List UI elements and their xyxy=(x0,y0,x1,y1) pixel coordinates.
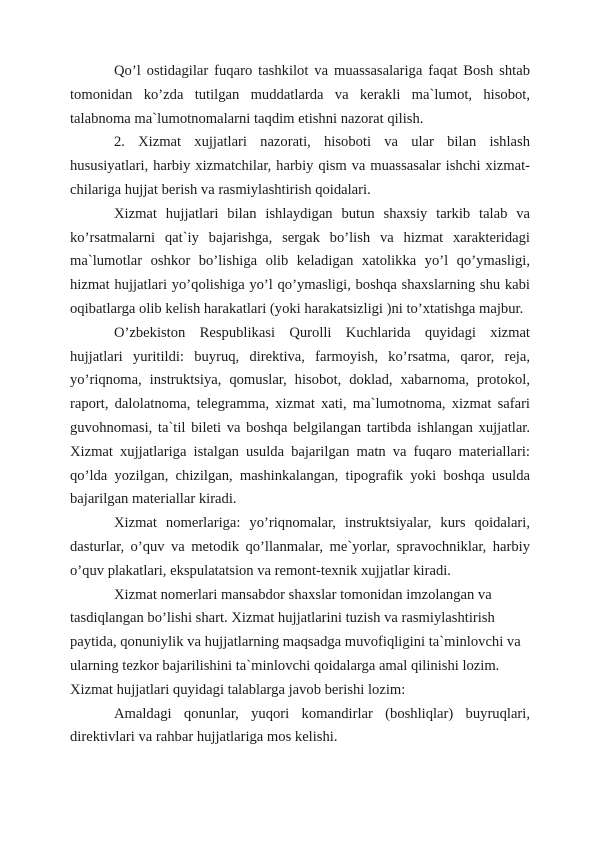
section-heading-paragraph: 2. Xizmat xujjatlari nazorati, hisoboti va ular bilan ishlash hususiyatlari, harbiy xizmatchilar, harbiy qism va muassasalar ishchi xizmat- chilariga hujjat berish va rasmiylashtirish qoidalari. xyxy=(70,134,530,198)
paragraph: O’zbekiston Respublikasi Qurolli Kuchlarida quyidagi xizmat hujjatlari yuritildi: buyruq, direktiva, farmoyish, ko’rsatma, qaror, reja, yo’riqnoma, instruktsiya, qomuslar, hisobot, doklad, xabarnoma, protokol, raport, dalolatnoma, telegramma, xizmat xati, ma`lumotnoma, xizmat safari guvohnomasi, ta`til bileti va boshqa belgilangan tartibda ishlangan xujjatlar. Xizmat xujjatlariga istalgan usulda bajarilgan matn va fuqaro materiallari: qo’lda yozilgan, chizilgan, mashinkalangan, tipografik yoki boshqa usulda bajarilgan materiallar kiradi. xyxy=(70,324,530,508)
paragraph: Xizmat hujjatlari quyidagi talablarga javob berishi lozim: xyxy=(70,681,406,698)
paragraph: Qo’l ostidagilar fuqaro tashkilot va muassasalariga faqat Bosh shtab tomonidan ko’zda tutilgan muddatlarda va kerakli ma`lumot, hisobot, talabnoma ma`lumotnomalarni taqdim etishni nazorat qilish. xyxy=(70,63,530,127)
paragraph: Amaldagi qonunlar, yuqori komandirlar (boshliqlar) buyruqlari, direktivlari va rahbar hujjatlariga mos kelishi. xyxy=(70,705,530,746)
paragraph: Xizmat nomerlariga: yo’riqnomalar, instruktsiyalar, kurs qoidalari, dasturlar, o’quv va metodik qo’llanmalar, me`yorlar, spravochniklar, harbiy o’quv plakatlari, ekspulatatsion va remont-texnik xujjatlar kiradi. xyxy=(70,515,530,579)
document-body xyxy=(70,60,530,750)
paragraph: Xizmat nomerlari mansabdor shaxslar tomonidan imzolangan va tasdiqlangan bo’lishi shart. Xizmat hujjatlarini tuzish va rasmiylashtirish paytida, qonuniylik va hujjatlarning maqsadga muvofiqligini ta`minlovchi va ularning tezkor bajarilishini ta`minlovchi qoidalarga amal qilinishi lozim. xyxy=(70,586,521,674)
paragraph: Xizmat hujjatlari bilan ishlaydigan butun shaxsiy tarkib talab va ko’rsatmalarni qat`iy bajarishga, sergak bo’lish va hizmat xarakteridagi ma`lumotlar oshkor bo’lishiga olib keladigan xatolikka yo’l qo’ymasligi, hizmat hujjatlari yo’qolishiga yo’l qo’ymasligi, boshqa shaxslarning shu kabi oqibatlarga olib kelish harakatlari (yoki harakatsizligi )ni to’xtatishga majbur. xyxy=(70,205,530,317)
